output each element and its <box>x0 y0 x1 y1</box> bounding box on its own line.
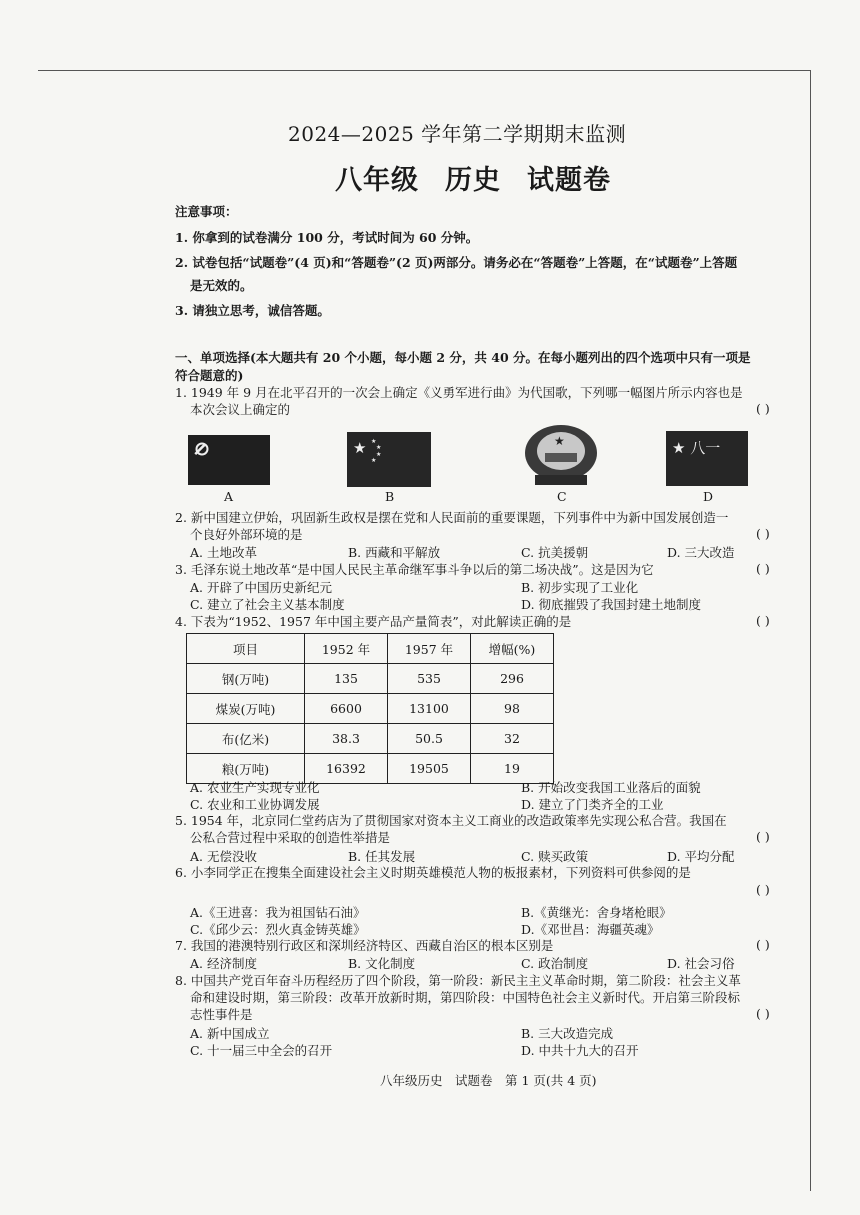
table-cell: 135 <box>305 664 388 694</box>
option: D. 彻底摧毁了我国封建土地制度 <box>521 597 702 612</box>
option: C. 建立了社会主义基本制度 <box>190 597 345 612</box>
note-item: 是无效的。 <box>190 278 253 293</box>
answer-blank: ( ) <box>756 561 770 576</box>
table-cell: 16392 <box>305 754 388 784</box>
option: D. 三大改造 <box>667 545 735 560</box>
option: C. 赎买政策 <box>521 849 589 864</box>
party-flag-image <box>188 435 270 485</box>
option: D. 建立了门类齐全的工业 <box>521 797 664 812</box>
national-flag-image <box>347 432 431 487</box>
table-header-cell: 增幅(%) <box>471 634 554 664</box>
table-cell: 535 <box>388 664 471 694</box>
production-table <box>186 633 554 784</box>
hammer-sickle-icon <box>188 435 270 485</box>
option: A. 农业生产实现专业化 <box>190 780 320 795</box>
question-8-line: 志性事件是 <box>190 1007 253 1022</box>
table-header-row <box>187 634 554 664</box>
option: B. 任其发展 <box>348 849 416 864</box>
answer-blank: ( ) <box>756 829 770 844</box>
option: B. 开始改变我国工业落后的面貌 <box>521 780 701 795</box>
note-item: 2. 试卷包括“试题卷”(4 页)和“答题卷”(2 页)两部分。请务必在“答题卷”上答题，在“试题卷”上答题 <box>175 255 738 270</box>
table-cell: 32 <box>471 724 554 754</box>
table-cell: 布(亿米) <box>187 724 305 754</box>
table-cell: 50.5 <box>388 724 471 754</box>
svg-text:★: ★ <box>376 444 382 451</box>
svg-text:★: ★ <box>371 438 377 445</box>
table-cell: 19 <box>471 754 554 784</box>
svg-text:★: ★ <box>371 457 377 464</box>
option: B. 西藏和平解放 <box>348 545 441 560</box>
question-5-line: 5. 1954 年，北京同仁堂药店为了贯彻国家对资本主义工商业的改造政策率先实现公私合营。我国在 <box>175 813 727 828</box>
option: B. 初步实现了工业化 <box>521 580 639 595</box>
table-row <box>187 664 554 694</box>
exam-subtitle <box>335 158 611 197</box>
image-caption: D <box>703 489 714 504</box>
option: B. 三大改造完成 <box>521 1026 614 1041</box>
question-8-line: 命和建设时期，第三阶段：改革开放新时期，第四阶段：中国特色社会主义新时代。开启第三阶段标 <box>190 990 741 1005</box>
option: C. 农业和工业协调发展 <box>190 797 320 812</box>
image-caption: C <box>557 489 567 504</box>
question-1-line: 1. 1949 年 9 月在北平召开的一次会上确定《义勇军进行曲》为代国歌，下列哪一幅图片所示内容也是 <box>175 385 743 400</box>
table-cell: 38.3 <box>305 724 388 754</box>
option: C. 抗美援朝 <box>521 545 589 560</box>
option: D.《邓世昌：海疆英魂》 <box>521 922 660 937</box>
question-4-line: 4. 下表为“1952、1957 年中国主要产品产量简表”，对此解读正确的是 <box>175 614 572 629</box>
army-flag-image <box>666 431 748 486</box>
answer-blank: ( ) <box>756 1006 770 1021</box>
answer-blank: ( ) <box>756 401 770 416</box>
option: A. 土地改革 <box>190 545 257 560</box>
section-heading: 一、单项选择(本大题共有 20 个小题，每小题 2 分，共 40 分。在每小题列出的四个选项中只有一项是 <box>175 350 751 365</box>
option: A. 新中国成立 <box>190 1026 270 1041</box>
svg-text:★: ★ <box>554 434 565 448</box>
answer-blank: ( ) <box>756 526 770 541</box>
option: D. 社会习俗 <box>667 956 735 971</box>
question-1-line: 本次会议上确定的 <box>190 402 291 417</box>
image-caption: B <box>385 489 395 504</box>
page-footer: 八年级历史 试题卷 第 1 页(共 4 页) <box>380 1073 597 1088</box>
option: A. 开辟了中国历史新纪元 <box>190 580 332 595</box>
notes-heading: 注意事项： <box>175 204 238 219</box>
table-header-cell: 项目 <box>187 634 305 664</box>
table-cell: 19505 <box>388 754 471 784</box>
option: C. 十一届三中全会的召开 <box>190 1043 333 1058</box>
svg-text:★: ★ <box>353 439 367 457</box>
note-item: 3. 请独立思考，诚信答题。 <box>175 303 330 318</box>
svg-text:★: ★ <box>376 451 382 458</box>
question-8-line: 8. 中国共产党百年奋斗历程经历了四个阶段，第一阶段：新民主主义革命时期，第二阶段：社会主义革 <box>175 973 741 988</box>
table-cell: 296 <box>471 664 554 694</box>
note-item: 1. 你拿到的试卷满分 100 分，考试时间为 60 分钟。 <box>175 230 479 245</box>
image-caption: A <box>224 489 234 504</box>
table-cell: 98 <box>471 694 554 724</box>
answer-blank: ( ) <box>756 937 770 952</box>
army-flag-icon <box>666 431 748 486</box>
table-row <box>187 724 554 754</box>
national-emblem-icon <box>521 423 601 489</box>
question-3-line: 3. 毛泽东说土地改革“是中国人民民主革命继军事斗争以后的第二场决战”。这是因为它 <box>175 562 654 577</box>
option: D. 平均分配 <box>667 849 735 864</box>
table-header-cell: 1952 年 <box>305 634 388 664</box>
flag-d-text: ★ 八一 <box>672 439 721 457</box>
exam-title: 2024—2025 学年第二学期期末监测 <box>288 122 627 146</box>
option: B.《黄继光：舍身堵枪眼》 <box>521 905 672 920</box>
table-cell: 13100 <box>388 694 471 724</box>
option: A. 无偿没收 <box>190 849 257 864</box>
table-cell: 6600 <box>305 694 388 724</box>
five-star-flag-icon <box>347 432 431 487</box>
table-cell: 煤炭(万吨) <box>187 694 305 724</box>
option: A.《王进喜：我为祖国钻石油》 <box>190 905 366 920</box>
option: B. 文化制度 <box>348 956 416 971</box>
question-2-line: 个良好外部环境的是 <box>190 527 303 542</box>
answer-blank: ( ) <box>756 882 770 897</box>
subject-label: 历史 <box>445 165 501 196</box>
national-emblem-image <box>521 423 601 489</box>
table-cell: 粮(万吨) <box>187 754 305 784</box>
question-7-line: 7. 我国的港澳特别行政区和深圳经济特区、西藏自治区的根本区别是 <box>175 938 554 953</box>
table-header-cell: 1957 年 <box>388 634 471 664</box>
question-5-line: 公私合营过程中采取的创造性举措是 <box>190 830 391 845</box>
question-2-line: 2. 新中国建立伊始，巩固新生政权是摆在党和人民面前的重要课题，下列事件中为新中国发展创造一 <box>175 510 729 525</box>
question-6-line: 6. 小李同学正在搜集全面建设社会主义时期英雄模范人物的板报素材，下列资料可供参阅的是 <box>175 865 691 880</box>
answer-blank: ( ) <box>756 613 770 628</box>
option: A. 经济制度 <box>190 956 257 971</box>
section-heading-cont: 符合题意的) <box>175 368 244 383</box>
table-cell: 钢(万吨) <box>187 664 305 694</box>
option: C. 政治制度 <box>521 956 589 971</box>
grade-label: 八年级 <box>335 165 419 196</box>
doc-type-label: 试题卷 <box>527 165 611 196</box>
option: C.《邱少云：烈火真金铸英雄》 <box>190 922 366 937</box>
option: D. 中共十九大的召开 <box>521 1043 639 1058</box>
table-row <box>187 694 554 724</box>
